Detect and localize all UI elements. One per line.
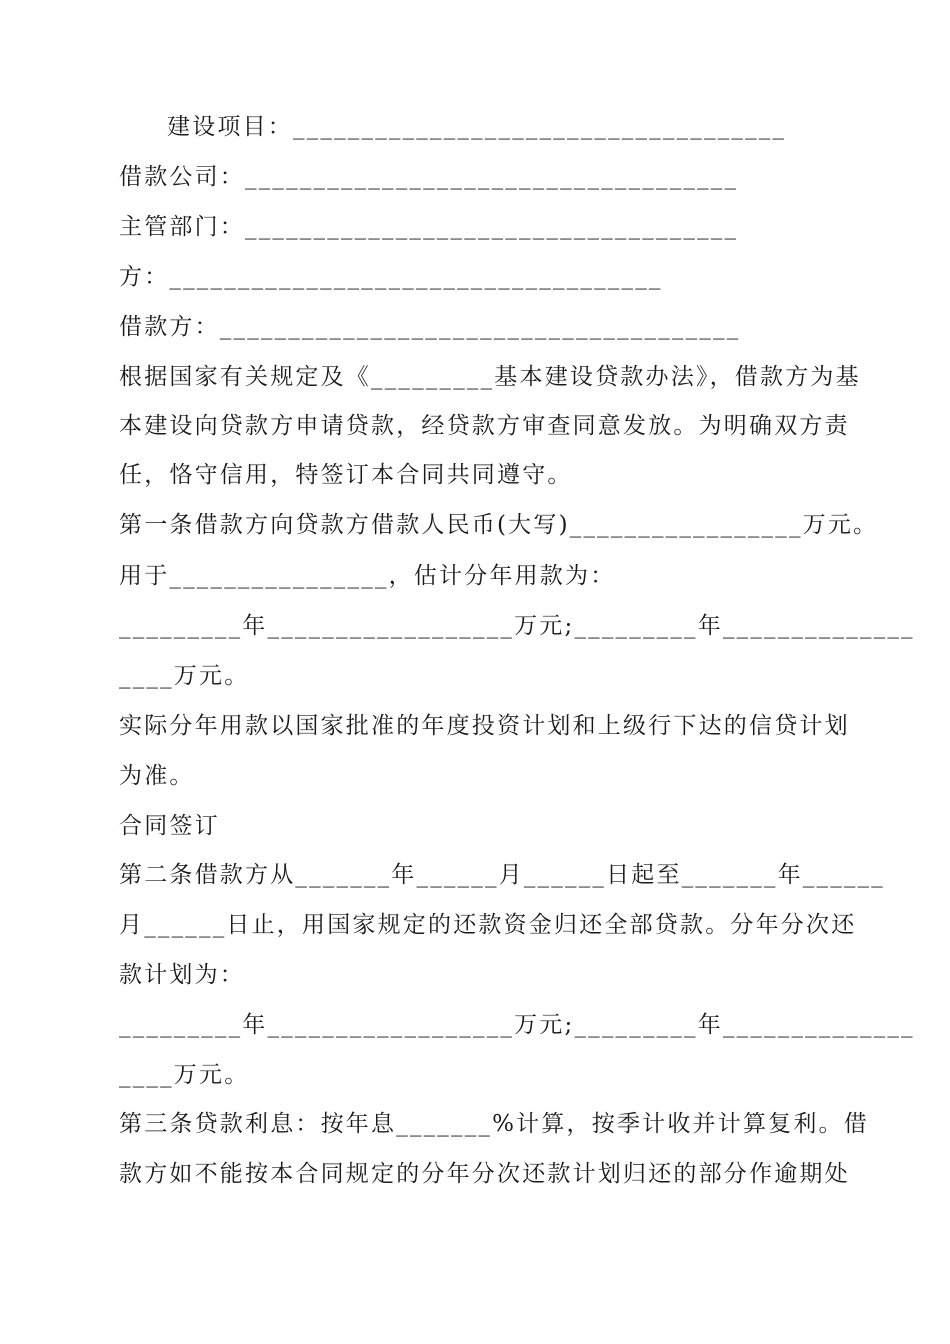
repayment-plan-line-2 [119,1060,831,1090]
text: 建设项目：____________________________________ [167,114,787,140]
text: 用于________________，估计分年用款为： [119,563,616,589]
text: _________年__________________万元;_________年______________ [119,613,915,639]
text: 借款公司：____________________________________ [119,164,739,190]
text: 第三条贷款利息：按年息_______%计算，按季计收并计算复利。借 [119,1111,869,1137]
actual-usage-line-2 [119,761,831,791]
text: ____万元。 [119,663,250,689]
text: 第二条借款方从_______年______月______日起至_______年______ [119,862,885,888]
annual-plan-line-1 [119,611,915,641]
preamble-line-1 [119,362,861,392]
text: 任，恪守信用，特签订本合同共同遵守。 [119,462,573,488]
text: ____万元。 [119,1062,250,1088]
repayment-plan-line-1 [119,1010,915,1040]
article-3-line-1 [119,1109,869,1139]
preamble-line-2 [119,411,850,441]
article-3-line-2 [119,1159,850,1189]
article-1-line-1 [119,510,879,540]
text: 借款方：______________________________________ [119,314,741,340]
text: 合同签订 [119,813,220,839]
text: 实际分年用款以国家批准的年度投资计划和上级行下达的信贷计划 [119,713,850,739]
text: 根据国家有关规定及《_________基本建设贷款办法》，借款方为基 [119,364,861,390]
text: 月______日止，用国家规定的还款资金归还全部贷款。分年分次还 [119,912,857,938]
borrower-line [119,312,831,342]
text: 本建设向贷款方申请贷款，经贷款方审查同意发放。为明确双方责 [119,413,850,439]
text: 第一条借款方向贷款方借款人民币(大写)_________________万元。 [119,512,879,538]
text: 主管部门：____________________________________ [119,214,739,240]
preamble-line-3 [119,460,831,490]
competent-department-line [119,212,831,242]
borrowing-company-line [119,162,831,192]
text: 方：____________________________________ [119,264,663,290]
text: 款方如不能按本合同规定的分年分次还款计划归还的部分作逾期处 [119,1161,850,1187]
party-line [119,262,831,292]
section-heading [119,811,831,841]
construction-project-line [167,112,787,142]
article-1-line-2 [119,561,831,591]
annual-plan-line-2 [119,661,831,691]
text: _________年__________________万元;_________年______________ [119,1012,915,1038]
actual-usage-line-1 [119,711,850,741]
text: 款计划为： [119,962,245,988]
article-2-line-1 [119,860,885,890]
article-2-line-3 [119,960,831,990]
text: 为准。 [119,763,195,789]
article-2-line-2 [119,910,857,940]
